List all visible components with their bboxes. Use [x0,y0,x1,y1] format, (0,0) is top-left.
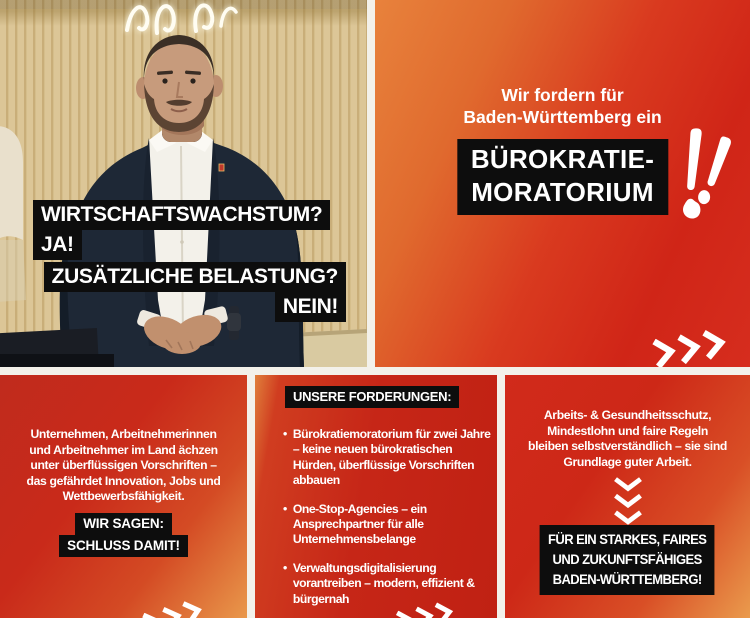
slogan-line: SCHLUSS DAMIT! [59,535,188,557]
slogan-line: WIR SAGEN: [75,513,172,535]
panel-demands-list [255,375,497,618]
intro-line: Baden-Württemberg ein [463,107,662,127]
slogan-line: UND ZUKUNFTSFÄHIGES [552,551,703,567]
caption-line: JA! [33,230,82,260]
headline-line: BÜROKRATIE- [470,144,655,174]
exclamation-marks-icon [672,125,734,235]
slogan-line: BADEN-WÜRTTEMBERG! [552,571,703,587]
panel-problem [0,375,247,618]
caption-line: NEIN! [275,292,346,322]
neon-light-icon [127,5,236,33]
demand-intro [375,84,750,128]
caption-line: WIRTSCHAFTSWACHSTUM? [33,200,330,230]
panel-demand [375,0,750,367]
slogan-line: FÜR EIN STARKES, FAIRES [548,531,707,547]
bullet-icon: • [283,501,287,516]
chevrons-down-icon [612,476,644,528]
demands-list [283,427,491,607]
demand-list-item [283,502,491,548]
assurance-slogan [540,525,715,595]
headline-line: MORATORIUM [471,177,654,207]
caption-line: ZUSÄTZLICHE BELASTUNG? [44,262,346,292]
bullet-icon: • [283,427,287,441]
demands-title: UNSERE FORDERUNGEN: [285,386,459,408]
demand-item-text: Bürokratiemoratorium für zwei Jahre – keine neuen bürokratischen Hürden, überflüssige Vorschriften abbauen [292,427,491,488]
bullet-icon: • [283,560,287,575]
panel-assurance [505,375,750,618]
problem-slogan [0,513,247,557]
moratorium-headline [457,139,668,215]
assurance-text: Arbeits- & Gesundheitsschutz, Mindestlohn und faire Regeln bleiben selbstverständlich – sie sind Grundlage guter Arbeit. [527,408,728,469]
caption-belastung [44,262,346,322]
chevrons-right-icon [649,324,743,367]
chevrons-right-icon [139,594,217,618]
panel-photo [0,0,367,367]
problem-text: Unternehmen, Arbeitnehmerinnen und Arbeitnehmer im Land ächzen unter überflüssigen Vorschriften – das gefährdet Innovation, Jobs und Wettbewerbsfähigkeit. [26,427,221,504]
intro-line: Wir fordern für [501,85,624,105]
demand-list-item [283,427,491,489]
demand-item-text: Verwaltungsdigitalisierung vorantreiben – modern, effizient & bürgernah [292,560,475,606]
armchair [0,126,23,240]
lapel-pin [219,164,224,171]
demand-item-text: One-Stop-Agencies – ein Ansprechpartner für alle Unternehmensbelange [292,501,427,547]
caption-wirtschaftswachstum [33,200,330,260]
